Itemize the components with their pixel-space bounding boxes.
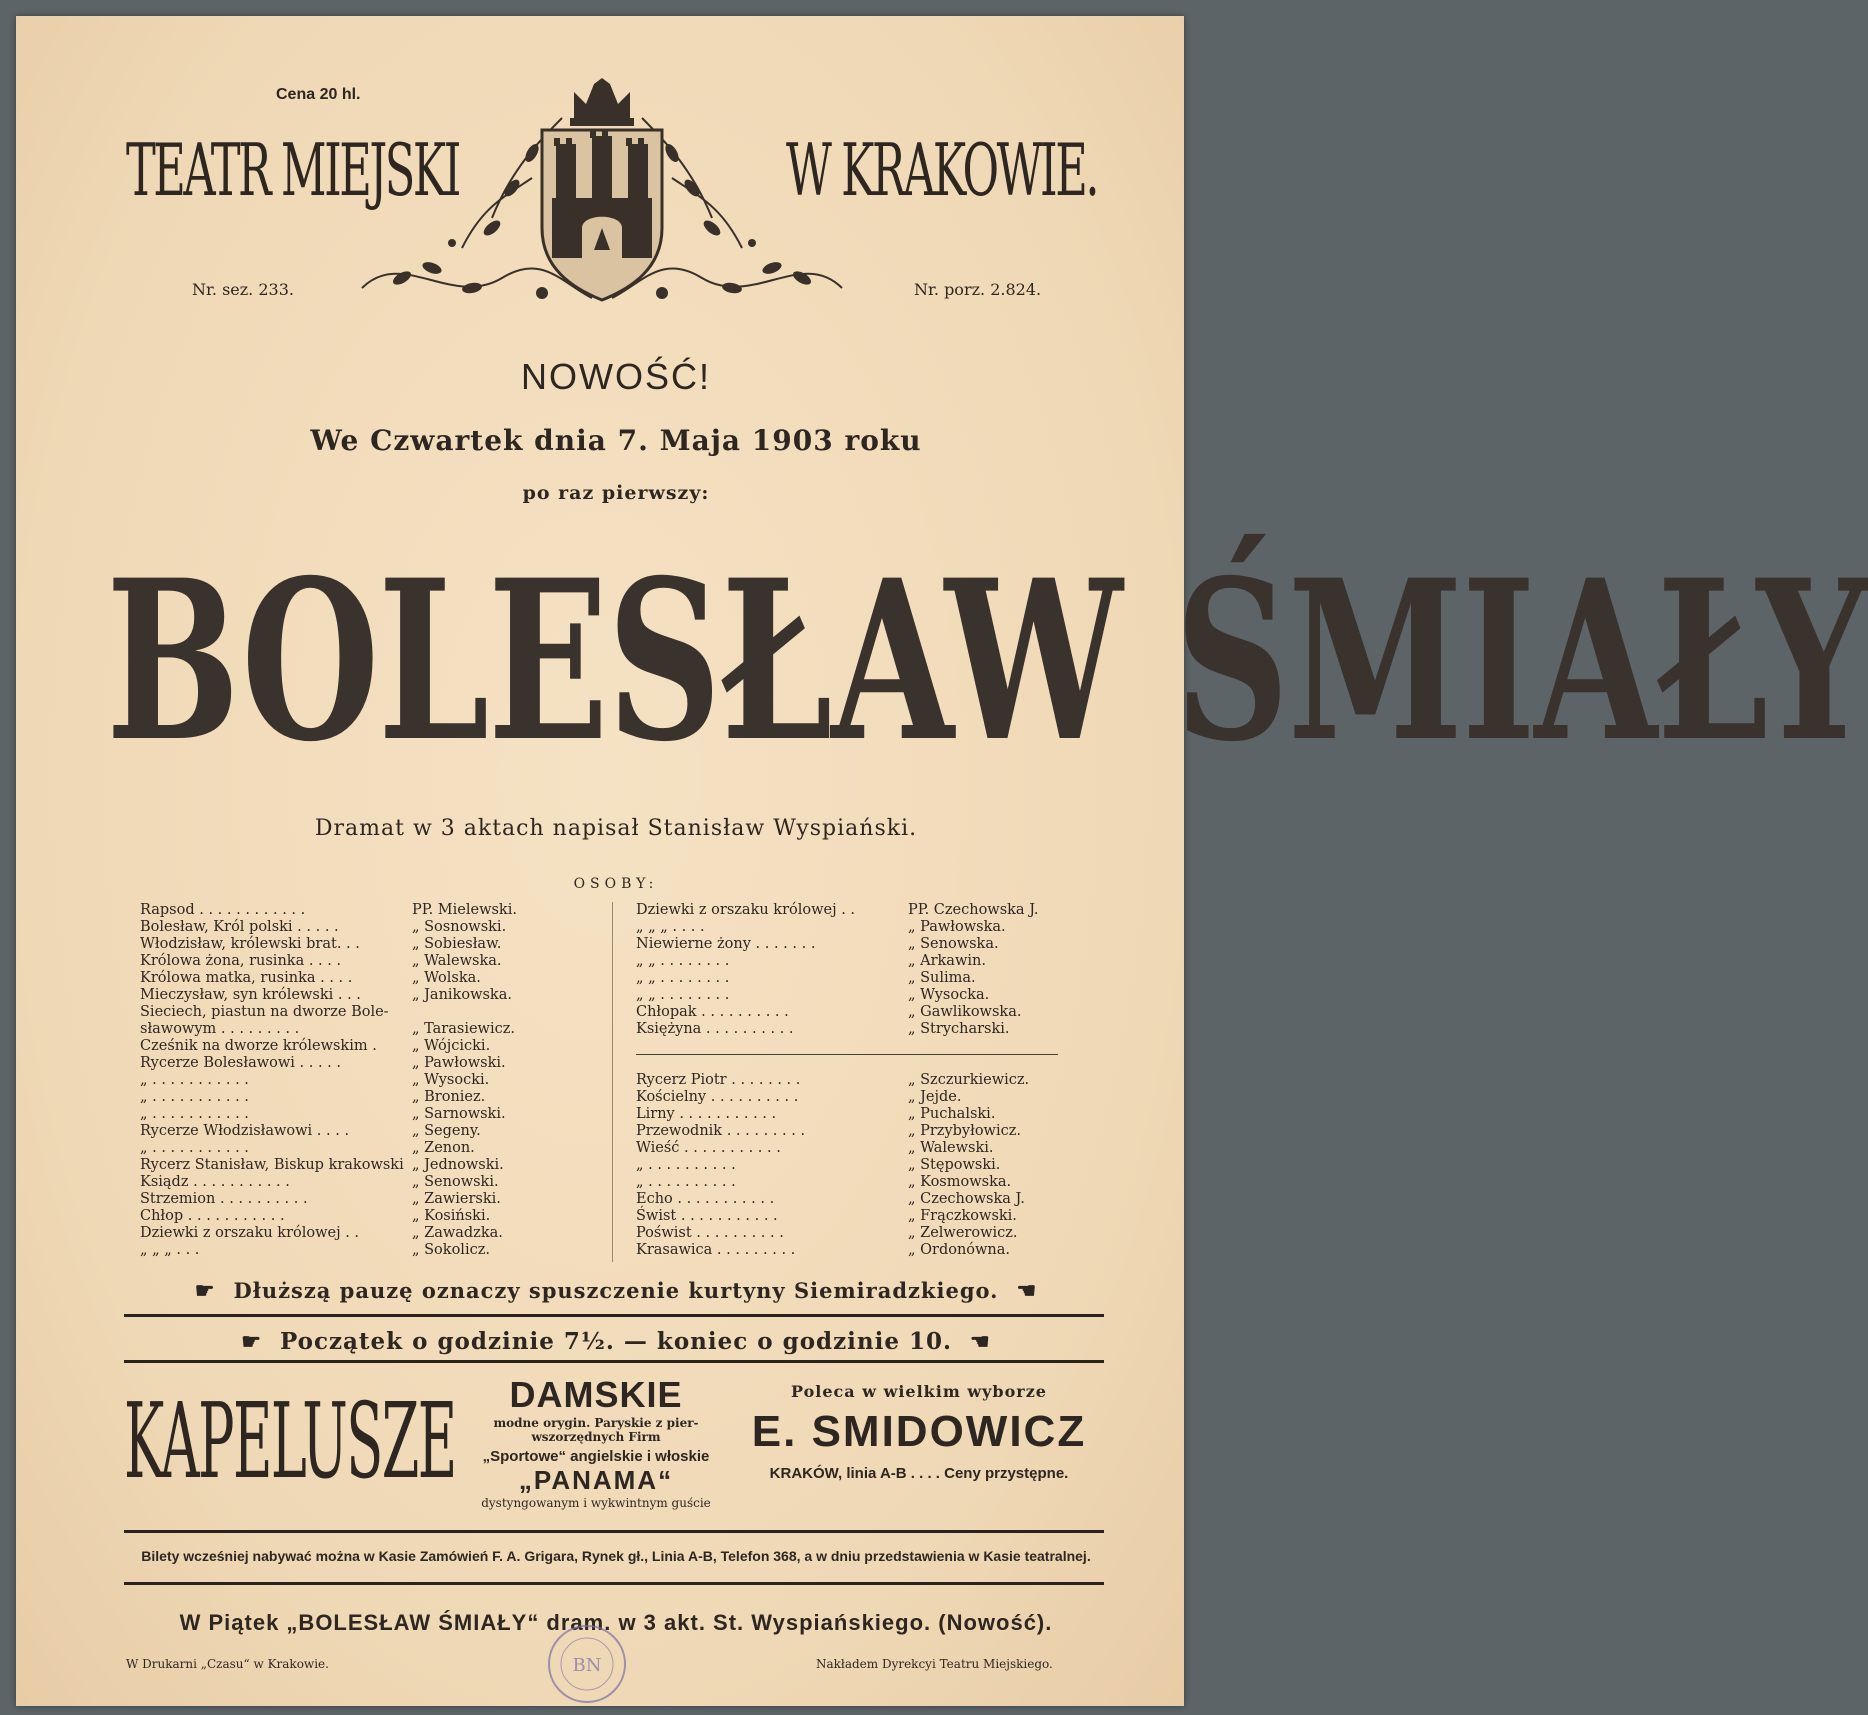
ad-headline: KAPELUSZE: [124, 1380, 456, 1502]
ad-headline-wrap: [124, 1380, 456, 1506]
cast-column-divider: [612, 902, 613, 1262]
publisher-credit: Nakładem Dyrekcyi Teatru Miejskiego.: [816, 1657, 1053, 1671]
actor: „ Ordonówna.: [908, 1242, 1011, 1258]
role: Wieść . . . . . . . . . . .: [636, 1140, 781, 1156]
ad-panama: „PANAMA“: [518, 1465, 674, 1495]
date-line: We Czwartek dnia 7. Maja 1903 roku: [310, 424, 922, 457]
role: Księżyna . . . . . . . . . .: [636, 1021, 794, 1037]
cast-row: [636, 902, 1076, 919]
role: Poświst . . . . . . . . . .: [636, 1225, 784, 1241]
ad-description: [466, 1374, 726, 1510]
printer-credit: W Drukarni „Czasu“ w Krakowie.: [126, 1657, 329, 1671]
role: Rycerz Stanisław, Biskup krakowski: [140, 1157, 404, 1173]
ad-line1: modne orygin. Paryskie z pier-: [493, 1416, 699, 1430]
actor: „ Tarasiewicz.: [412, 1021, 515, 1037]
cast-row: [140, 1242, 580, 1259]
ticket-info: Bilety wcześniej nabywać można w Kasie Zamówień F. A. Grigara, Rynek gł., Linia A-B, Telefon 368, a w dniu przedstawienia w Kasie teatralnej.: [141, 1548, 1091, 1564]
actor: „ Wysocki.: [412, 1072, 490, 1088]
cast-row: [636, 1089, 1076, 1106]
actor: „ Senowska.: [908, 936, 999, 952]
role: „ . . . . . . . . . . .: [140, 1140, 249, 1156]
role: Królowa matka, rusinka . . . .: [140, 970, 353, 986]
role: „ . . . . . . . . . .: [636, 1174, 736, 1190]
actor: „ Frączkowski.: [908, 1208, 1017, 1224]
actor: „ Walewska.: [412, 953, 502, 969]
pause-note: [16, 1278, 1216, 1304]
theatre-title-right: W KRAKOWIE.: [786, 128, 1098, 212]
actor: „ Janikowska.: [412, 987, 512, 1003]
cast-row: [140, 1021, 580, 1038]
divider-rule: [124, 1360, 1104, 1363]
start-text: Początek o godzinie 7½. — koniec o godzinie 10.: [279, 1328, 953, 1355]
merchant-name: E. SMIDOWICZ: [751, 1407, 1087, 1456]
cast-row: [140, 953, 580, 970]
cast-row: [636, 919, 1076, 936]
role: Rycerze Włodzisławowi . . . .: [140, 1123, 350, 1139]
next-performance: W Piątek „BOLESŁAW ŚMIAŁY“ dram. w 3 akt. St. Wyspiańskiego. (Nowość).: [179, 1610, 1053, 1635]
actor: „ Sobiesław.: [412, 936, 502, 952]
ad-line2: wszorzędnych Firm: [531, 1430, 661, 1444]
cast-row: [140, 970, 580, 987]
role: „ . . . . . . . . . .: [636, 1157, 736, 1173]
cast-row: [636, 1055, 1076, 1072]
actor: „ Wysocka.: [908, 987, 990, 1003]
actor: „ Sarnowski.: [412, 1106, 506, 1122]
actor: „ Pawłowski.: [412, 1055, 506, 1071]
cast-row: [636, 1038, 1076, 1055]
serial-number: Nr. porz. 2.824.: [914, 280, 1042, 299]
actor: „ Arkawin.: [908, 953, 986, 969]
price-label: Cena 20 hl.: [276, 86, 361, 103]
cast-row: [140, 1089, 580, 1106]
role: Królowa żona, rusinka . . . .: [140, 953, 342, 969]
playbill-page: [16, 16, 1868, 1706]
role: Włodzisław, królewski brat. . .: [140, 936, 360, 952]
novelty-heading: NOWOŚĆ!: [521, 356, 711, 397]
divider-rule: [124, 1314, 1104, 1317]
divider-rule: [124, 1582, 1104, 1585]
actor: „ Segeny.: [412, 1123, 481, 1139]
cast-row: [636, 1191, 1076, 1208]
actor: „ Stępowski.: [908, 1157, 1001, 1173]
pointing-hand-right-icon: ☛: [194, 1278, 216, 1304]
cast-right-separator: [636, 1054, 1058, 1055]
role: „ „ „ . . . .: [636, 919, 705, 935]
actor: „ Czechowska J.: [908, 1191, 1025, 1207]
ad-poleca: Poleca w wielkim wyborze: [791, 1382, 1047, 1401]
role: „ „ „ . . .: [140, 1242, 200, 1258]
cast-row: [140, 1225, 580, 1242]
role: sławowym . . . . . . . . .: [140, 1021, 300, 1037]
cast-row: [140, 987, 580, 1004]
cast-row: [636, 1123, 1076, 1140]
cast-row: [140, 1208, 580, 1225]
season-number: Nr. sez. 233.: [192, 280, 294, 299]
actor: „ Puchalski.: [908, 1106, 996, 1122]
first-time-line: po raz pierwszy:: [522, 482, 710, 504]
cast-row: [140, 1038, 580, 1055]
ad-sport: „Sportowe“ angielskie i włoskie: [482, 1448, 710, 1465]
actor: „ Broniez.: [412, 1089, 486, 1105]
role: Strzemion . . . . . . . . . .: [140, 1191, 308, 1207]
role: „ „ . . . . . . . .: [636, 953, 730, 969]
role: Rycerze Bolesławowi . . . . .: [140, 1055, 341, 1071]
role: Krasawica . . . . . . . . .: [636, 1242, 796, 1258]
cast-row: [636, 1106, 1076, 1123]
cast-row: [140, 1157, 580, 1174]
actor: „ Jednowski.: [412, 1157, 504, 1173]
actor: „ Wójcicki.: [412, 1038, 491, 1054]
role: Bolesław, Król polski . . . . .: [140, 919, 339, 935]
cast-row: [636, 970, 1076, 987]
actor: PP. Mielewski.: [412, 902, 517, 918]
role: Dziewki z orszaku królowej . .: [636, 902, 856, 918]
svg-text:BN: BN: [572, 1655, 602, 1676]
role: „ . . . . . . . . . . .: [140, 1089, 249, 1105]
role: Mieczysław, syn królewski . . .: [140, 987, 361, 1003]
cast-list-right: [636, 902, 1076, 1259]
cast-row: [636, 1208, 1076, 1225]
role: Kościelny . . . . . . . . . .: [636, 1089, 799, 1105]
role: Dziewki z orszaku królowej . .: [140, 1225, 360, 1241]
actor: „ Sokolicz.: [412, 1242, 490, 1258]
actor: „ Zawierski.: [412, 1191, 501, 1207]
actor: „ Kosiński.: [412, 1208, 491, 1224]
actor: PP. Czechowska J.: [908, 902, 1039, 918]
actor: „ Zenon.: [412, 1140, 475, 1156]
role: Rycerz Piotr . . . . . . . .: [636, 1072, 801, 1088]
actor: „ Sulima.: [908, 970, 976, 986]
role: Echo . . . . . . . . . . .: [636, 1191, 775, 1207]
cast-row: [140, 1106, 580, 1123]
divider-rule: [124, 1530, 1104, 1533]
ad-merchant: [734, 1382, 1104, 1482]
role: Niewierne żony . . . . . . .: [636, 936, 816, 952]
cast-row: [636, 1072, 1076, 1089]
actor: „ Gawlikowska.: [908, 1004, 1022, 1020]
role: „ „ . . . . . . . .: [636, 987, 730, 1003]
start-time-note: [16, 1328, 1216, 1355]
role: Przewodnik . . . . . . . . .: [636, 1123, 806, 1139]
cast-row: [140, 936, 580, 953]
cast-row: [140, 919, 580, 936]
cast-row: [140, 1004, 580, 1021]
ad-line3: dystyngowanym i wykwintnym guście: [481, 1496, 711, 1510]
actor: „ Sosnowski.: [412, 919, 507, 935]
cast-row: [140, 1174, 580, 1191]
role: Cześnik na dworze królewskim .: [140, 1038, 377, 1054]
role: Lirny . . . . . . . . . . .: [636, 1106, 777, 1122]
cast-row: [636, 987, 1076, 1004]
merchant-address: KRAKÓW, linia A-B . . . . Ceny przystępne.: [769, 1465, 1069, 1482]
actor: „ Zelwerowicz.: [908, 1225, 1018, 1241]
role: Sieciech, piastun na dworze Bole-: [140, 1004, 389, 1020]
cast-row: [636, 936, 1076, 953]
cast-row: [140, 1072, 580, 1089]
library-stamp-icon: [544, 1621, 630, 1707]
cast-row: [636, 1004, 1076, 1021]
role: „ . . . . . . . . . . .: [140, 1072, 249, 1088]
cast-row: [140, 902, 580, 919]
actor: „ Strycharski.: [908, 1021, 1010, 1037]
role: Chłopak . . . . . . . . . .: [636, 1004, 789, 1020]
cast-row: [636, 1021, 1076, 1038]
actor: „ Zawadzka.: [412, 1225, 503, 1241]
role: „ . . . . . . . . . . .: [140, 1106, 249, 1122]
actor: „ Wolska.: [412, 970, 481, 986]
cast-row: [140, 1191, 580, 1208]
actor: „ Senowski.: [412, 1174, 499, 1190]
cast-row: [636, 1242, 1076, 1259]
role: Chłop . . . . . . . . . . .: [140, 1208, 285, 1224]
cast-row: [636, 1140, 1076, 1157]
pointing-hand-left-icon: ☚: [1016, 1278, 1038, 1304]
cast-row: [636, 1157, 1076, 1174]
role: Ksiądz . . . . . . . . . . .: [140, 1174, 290, 1190]
role: Świst . . . . . . . . . . .: [636, 1208, 778, 1224]
pause-text: Dłuższą pauzę oznaczy spuszczenie kurtyny Siemiradzkiego.: [233, 1278, 999, 1303]
actor: „ Walewski.: [908, 1140, 994, 1156]
pointing-hand-left-icon: ☚: [970, 1329, 991, 1355]
cast-row: [140, 1140, 580, 1157]
actor: „ Pawłowska.: [908, 919, 1006, 935]
theatre-title-left: TEATR MIEJSKI: [126, 128, 459, 212]
ad-damskie: DAMSKIE: [509, 1374, 683, 1415]
actor: „ Kosmowska.: [908, 1174, 1012, 1190]
cast-row: [140, 1123, 580, 1140]
pointing-hand-right-icon: ☛: [241, 1329, 262, 1355]
drama-subtitle: Dramat w 3 aktach napisał Stanisław Wyspiański.: [314, 816, 918, 841]
cast-heading: OSOBY:: [573, 876, 659, 892]
cast-row: [636, 1225, 1076, 1242]
cast-row: [636, 953, 1076, 970]
actor: „ Szczurkiewicz.: [908, 1072, 1030, 1088]
krakow-coat-of-arms-icon: [342, 78, 862, 338]
cast-row: [636, 1174, 1076, 1191]
role: Rapsod . . . . . . . . . . . .: [140, 902, 306, 918]
actor: „ Przybyłowicz.: [908, 1123, 1021, 1139]
cast-row: [140, 1055, 580, 1072]
play-title-wrap: [106, 531, 1868, 806]
cast-list-left: [140, 902, 580, 1259]
play-title: BOLESŁAW ŚMIAŁY: [106, 531, 1868, 790]
role: „ „ . . . . . . . .: [636, 970, 730, 986]
actor: „ Jejde.: [908, 1089, 962, 1105]
